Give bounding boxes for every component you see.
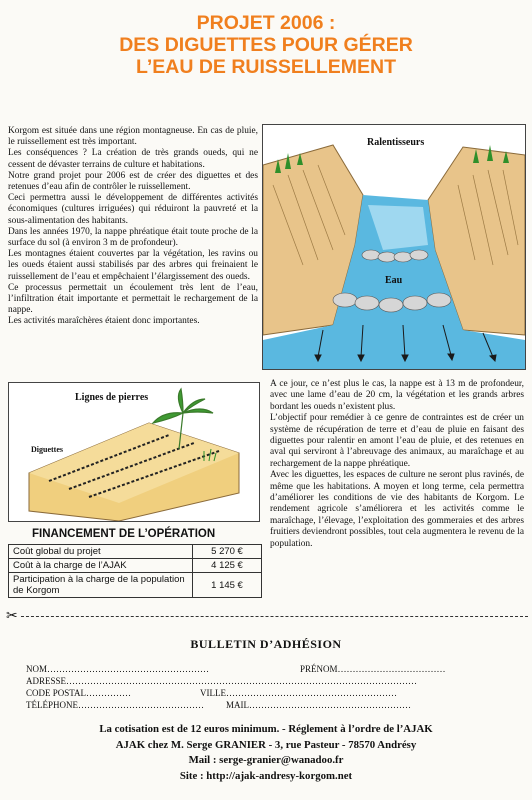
- financement-title: FINANCEMENT DE L’OPÉRATION: [32, 528, 216, 540]
- label-lignes-de-pierres: Lignes de pierres: [75, 392, 149, 403]
- ravine-illustration: [262, 124, 526, 370]
- right-paragraph: Avec les diguettes, les espaces de culture ne seront plus ravinés, de même que les habitations. A moyen et long terme, cela permettra d’améliorer les conditions de vie des habitants de Korgom. Le rendement agricole s’améliorera et les activités comme le maraîchage, l’élevage, l’exploitation des gommeraies et des arbres fruitiers deviendront possibles, tout cela augmentera le revenu de la population.: [270, 470, 524, 549]
- nom-field[interactable]: NOM………………………………………………: [26, 664, 210, 674]
- footer: [0, 722, 532, 784]
- row-label: Participation à la charge de la population de Korgom: [9, 573, 193, 598]
- footer-address: AJAK chez M. Serge GRANIER - 3, rue Pasteur - 78570 Andrésy: [115, 738, 417, 751]
- footer-site[interactable]: Site : http://ajak-andresy-korgom.net: [179, 769, 353, 782]
- page-title: [0, 12, 532, 78]
- table-row: [9, 545, 262, 559]
- right-paragraph: L’objectif pour remédier à ce genre de contraintes est de créer un système de récupération de terre et d’eau de pluie en faisant des diguettes pour ralentir en amont l’eau de pluie, et des retenues en aval qui serviront à l’abreuvage des animaux, au maraîchage et au rechargement de la nappe phréatique.: [270, 413, 524, 469]
- footer-mail[interactable]: Mail : serge-granier@wanadoo.fr: [188, 754, 344, 766]
- label-diguettes: Diguettes: [31, 445, 63, 454]
- mail-field[interactable]: MAIL………………………………………………: [226, 700, 411, 710]
- left-paragraph: Les activités maraîchères étaient donc importantes.: [8, 316, 200, 327]
- row-value: 4 125 €: [193, 559, 262, 573]
- table-row: [9, 573, 262, 598]
- title-line-3: L’EAU DE RUISSELLEMENT: [135, 56, 397, 78]
- title-line-2: DES DIGUETTES POUR GÉRER: [119, 34, 413, 56]
- prenom-field[interactable]: PRÉNOM………………………………: [300, 664, 446, 674]
- right-paragraph: A ce jour, ce n’est plus le cas, la nappe est à 13 m de profondeur, avec une lame d’eau de 20 cm, la végétation et les grands arbres bordant les oueds n’existent plus.: [270, 379, 524, 412]
- left-paragraph: Les conséquences ? La création de très grands oueds, qui ne cessent de dévaster terrains de culture et habitations.: [8, 148, 258, 170]
- title-line-1: PROJET 2006 :: [196, 12, 336, 34]
- left-article-text: [8, 126, 258, 328]
- footer-cotisation: La cotisation est de 12 euros minimum. - Réglement à l’ordre de l’AJAK: [99, 723, 433, 735]
- adresse-field[interactable]: ADRESSE………………………………………………………………………………………………………: [26, 676, 418, 686]
- row-label: Coût à la charge de l’AJAK: [9, 559, 193, 573]
- label-eau: Eau: [385, 275, 403, 286]
- ville-field[interactable]: VILLE…………………………………………………: [200, 688, 397, 698]
- label-ralentisseurs: Ralentisseurs: [367, 137, 425, 148]
- financement-table: [8, 544, 262, 598]
- right-article-text: [270, 379, 524, 550]
- table-row: [9, 559, 262, 573]
- code-postal-field[interactable]: CODE POSTAL……………: [26, 688, 132, 698]
- left-paragraph: Ce processus permettait un écoulement très lent de l’eau, l’infiltration était importante et permettait le rechargement de la nappe.: [8, 282, 258, 316]
- left-paragraph: Notre grand projet pour 2006 est de créer des diguettes et des retenues d’eau afin de contrôler le ruissellement.: [8, 170, 258, 193]
- left-paragraph: Korgom est située dans une région montagneuse. En cas de pluie, le ruissellement est très important.: [8, 126, 258, 148]
- cut-line: [6, 616, 528, 617]
- row-value: 1 145 €: [193, 573, 262, 598]
- diguettes-illustration: [8, 382, 260, 522]
- bulletin-title: BULLETIN D’ADHÉSION: [190, 637, 342, 651]
- left-paragraph: Ceci permettra aussi le développement de différentes activités économiques (cultures irriguées) qui réduiront la pauvreté et la sous-alimentation des habitants.: [8, 193, 258, 226]
- ravine-drawing: [263, 125, 525, 369]
- telephone-field[interactable]: TÉLÉPHONE……………………………………: [26, 700, 204, 710]
- row-label: Coût global du projet: [9, 545, 193, 559]
- left-paragraph: Les montagnes étaient couvertes par la végétation, les ravins ou les oueds étaient aussi stabilisés par des arbres qui freinaient le ruissellement de l’eau et empêchaient l’élargissement des oueds.: [8, 249, 258, 282]
- scissors-icon: ✂: [6, 608, 18, 624]
- row-value: 5 270 €: [193, 545, 262, 559]
- left-paragraph: Dans les années 1970, la nappe phréatique était toute proche de la surface du sol (à environ 3 m de profondeur).: [8, 226, 258, 249]
